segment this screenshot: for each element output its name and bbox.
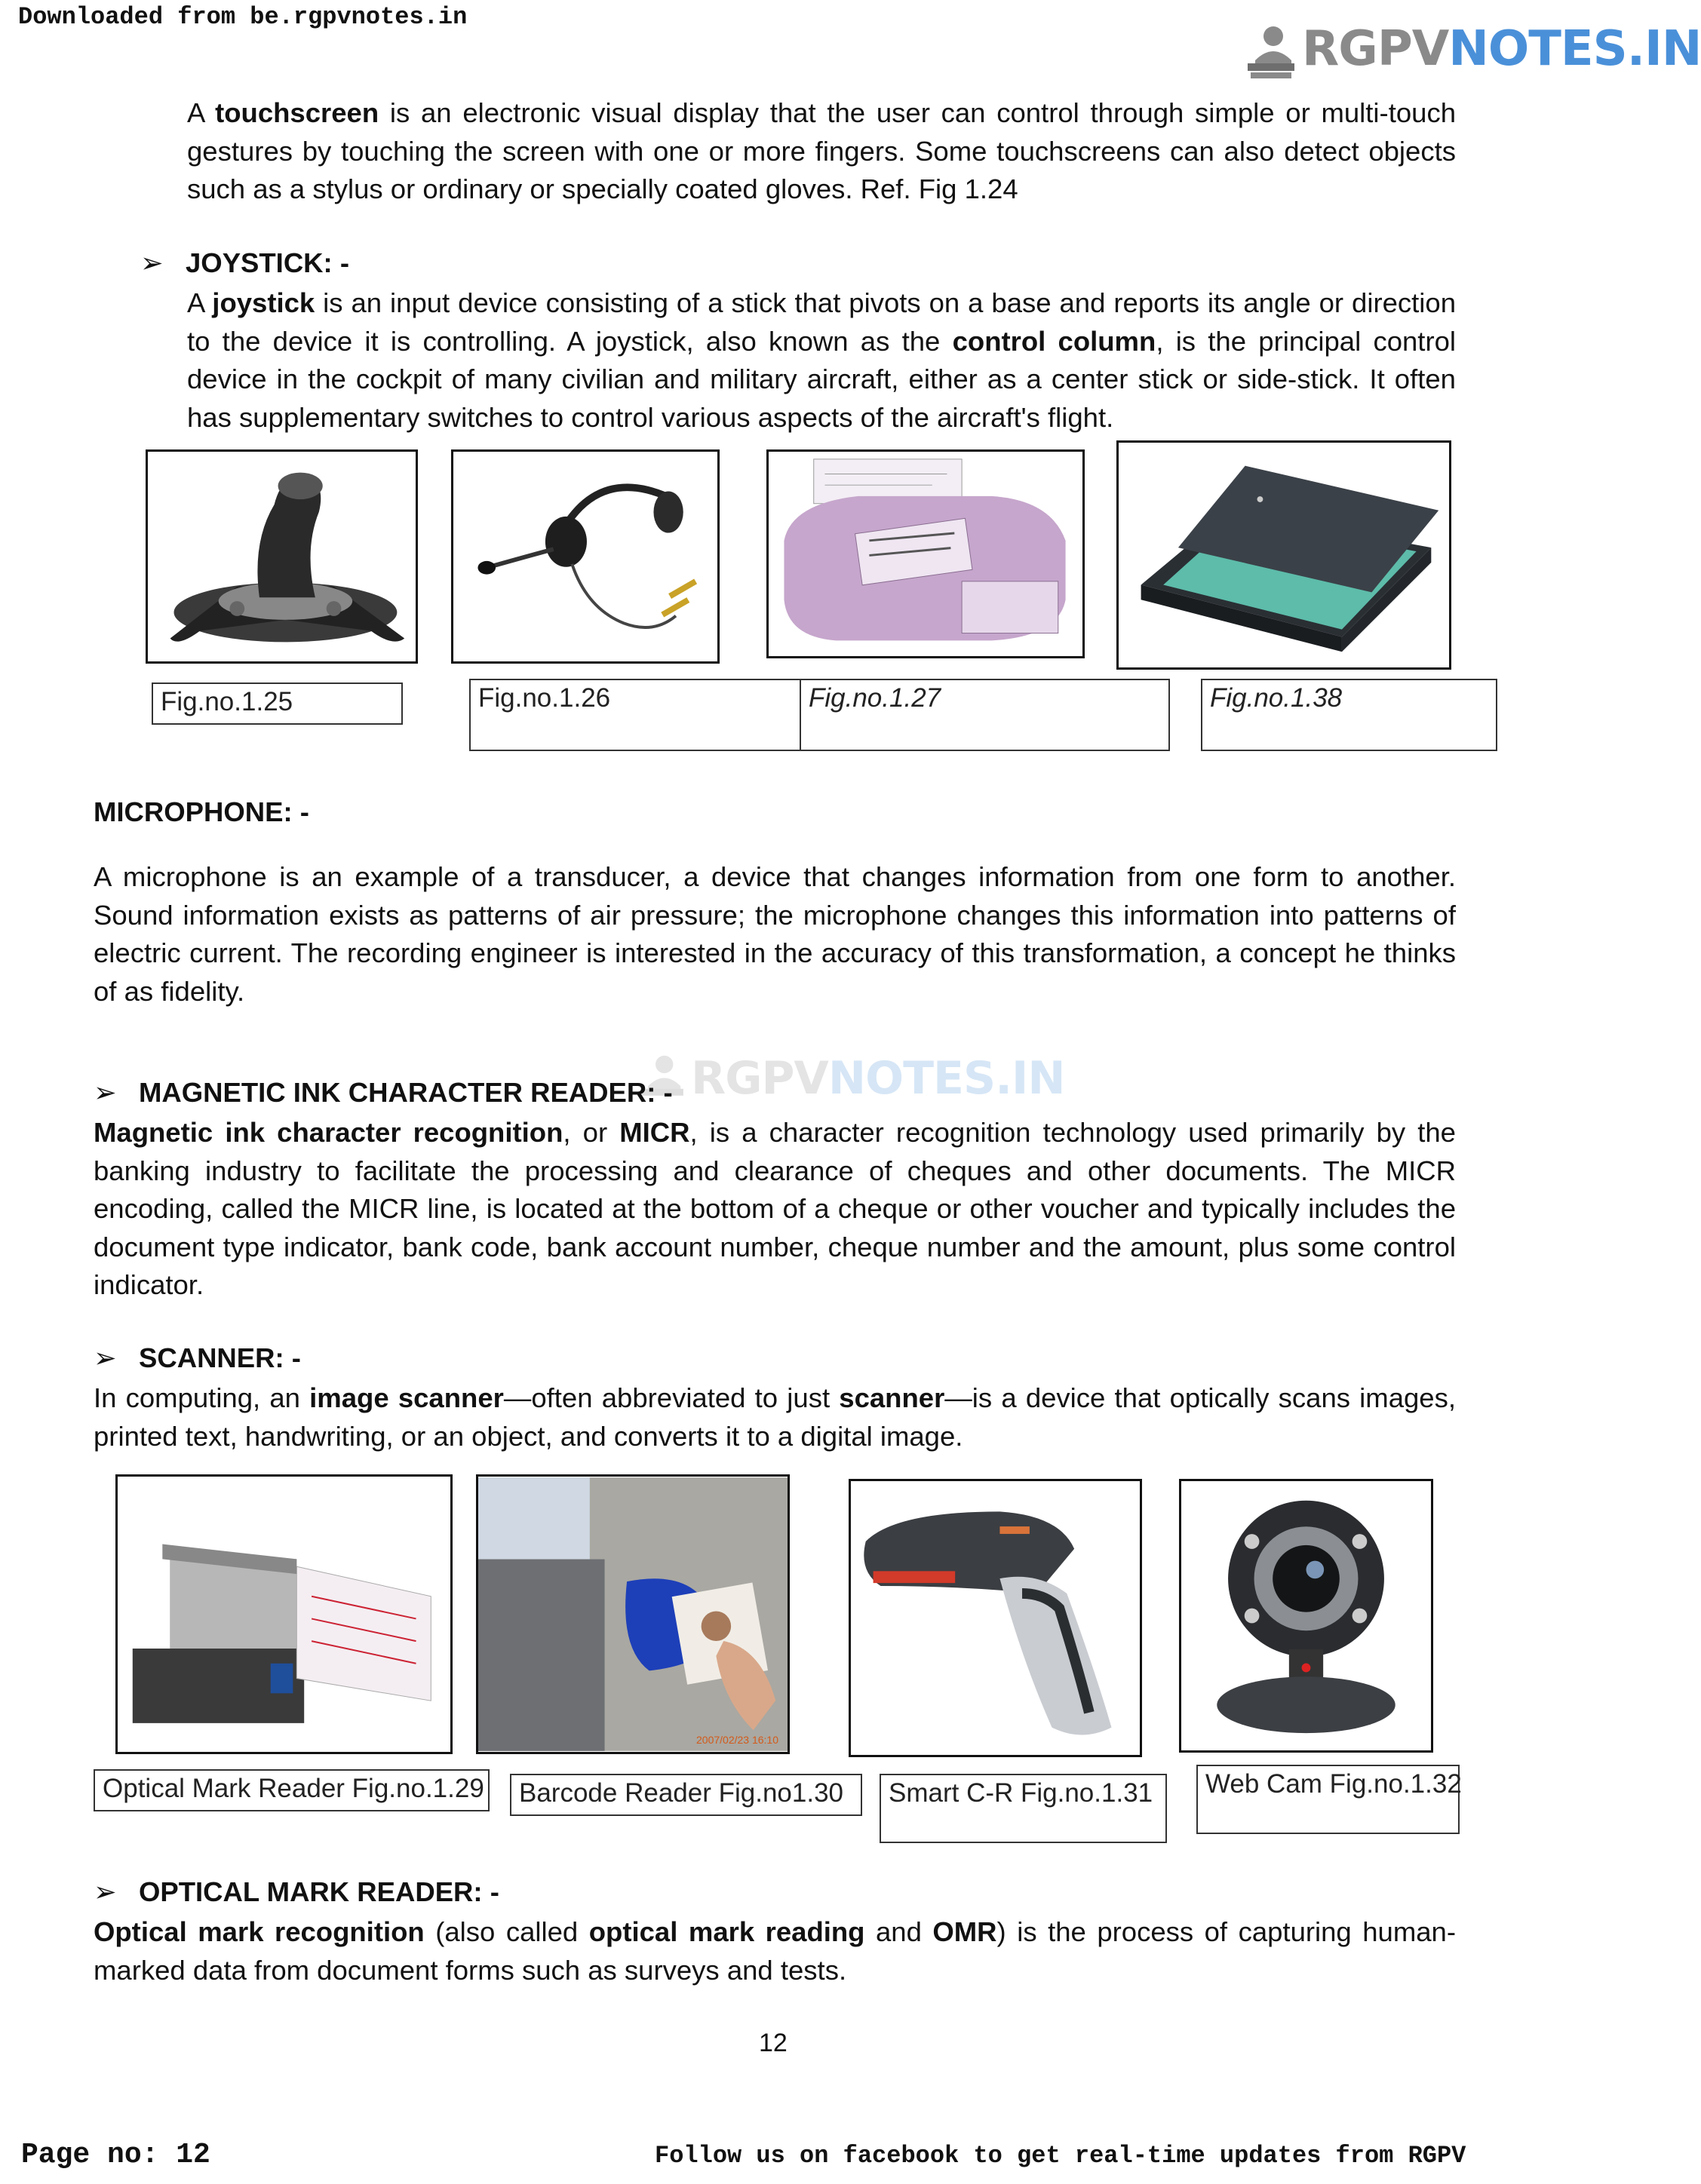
omr-heading: ➢ OPTICAL MARK READER: - [94,1873,499,1911]
arrow-bullet-icon: ➢ [94,1876,117,1907]
omr-paragraph: Optical mark recognition (also called optical mark reading and OMR) is the process of capturing human-marked data from document forms such as surveys and tests. [94,1916,1457,1986]
figure-caption: Fig.no.1.25 [152,682,403,725]
rgpv-watermark: RGPVNOTES.IN [638,1052,1065,1105]
footer-follow-note: Follow us on facebook to get real-time updates from RGPV [655,2142,1466,2170]
download-note: Downloaded from be.rgpvnotes.in [18,3,468,31]
micr-paragraph: Magnetic ink character recognition, or MICR, is a character recognition technology used primarily by the banking industry to facilitate the processing and clearance of cheques and other documents. The MICR encoding, called the MICR line, is located at the bottom of a cheque or other voucher and typically includes the document type indicator, bank code, bank account number, cheque number and the amount, plus some control indicator. [94,1117,1456,1300]
touchscreen-paragraph: A touchscreen is an electronic visual display that the user can control through simple or multi-touch gestures by touching the screen with one or more fingers. Some touchscreens can also detect objects such as a stylus or ordinary or specially coated gloves. Ref. Fig 1.24 [187,97,1456,204]
headset-image [451,449,720,664]
touchscreen-term: touchscreen [215,97,379,128]
arrow-bullet-icon: ➢ [140,247,164,278]
barcode-card-reader-image [476,1474,790,1754]
micr-printer-image [766,449,1085,658]
reader-figure-icon [1245,24,1297,84]
rgpv-logo [1245,21,1701,77]
figure-caption: Fig.no.1.26 [469,679,801,751]
footer-page-label: Page no: 12 [21,2139,210,2171]
joystick-heading: ➢ JOYSTICK: - [140,244,349,282]
arrow-bullet-icon: ➢ [94,1342,117,1373]
joystick-paragraph: A joystick is an input device consisting of a stick that pivots on a base and reports its angle or direction to the device it is controlling. A joystick, also known as the control column, is the principal control device in the cockpit of many civilian and military aircraft, either as a center stick or side-stick. It often has supplementary switches to control various aspects of the aircraft's flight. [187,287,1457,433]
photo-timestamp: 2007/02/23 16:10 [696,1734,778,1746]
joystick-image [146,449,418,664]
logo-text-rgpv: RGPV [1302,21,1449,77]
microphone-heading: MICROPHONE: - [94,796,309,827]
scanner-paragraph: In computing, an image scanner—often abbreviated to just scanner—is a device that optically scans images, printed text, handwriting, or an object, and converts it to a digital image. [94,1382,1456,1452]
figure-caption: Smart C-R Fig.no.1.31 [880,1774,1167,1843]
handheld-scanner-image [849,1479,1142,1757]
flatbed-scanner-image [1116,440,1451,670]
figure-caption: Fig.no.1.27 [800,679,1170,751]
figure-caption: Web Cam Fig.no.1.32 [1196,1765,1460,1834]
page-number: 12 [759,2029,788,2057]
micr-heading: ➢ MAGNETIC INK CHARACTER READER: - [94,1074,673,1112]
arrow-bullet-icon: ➢ [94,1077,117,1108]
figure-caption: Barcode Reader Fig.no1.30 [510,1774,862,1816]
scanner-heading: ➢ SCANNER: - [94,1339,301,1377]
logo-text-notes: NOTES.IN [1448,21,1701,77]
optical-mark-reader-image [115,1474,453,1754]
webcam-image [1179,1479,1433,1753]
microphone-paragraph: A microphone is an example of a transducer, a device that changes information from one form to another. Sound information exists as patterns of air pressure; the microphone changes this information into patterns of electric current. The recording engineer is interested in the accuracy of this transformation, a concept he thinks of as fidelity. [94,861,1456,1007]
figure-caption: Optical Mark Reader Fig.no.1.29 [94,1769,490,1811]
figure-caption: Fig.no.1.38 [1201,679,1497,751]
